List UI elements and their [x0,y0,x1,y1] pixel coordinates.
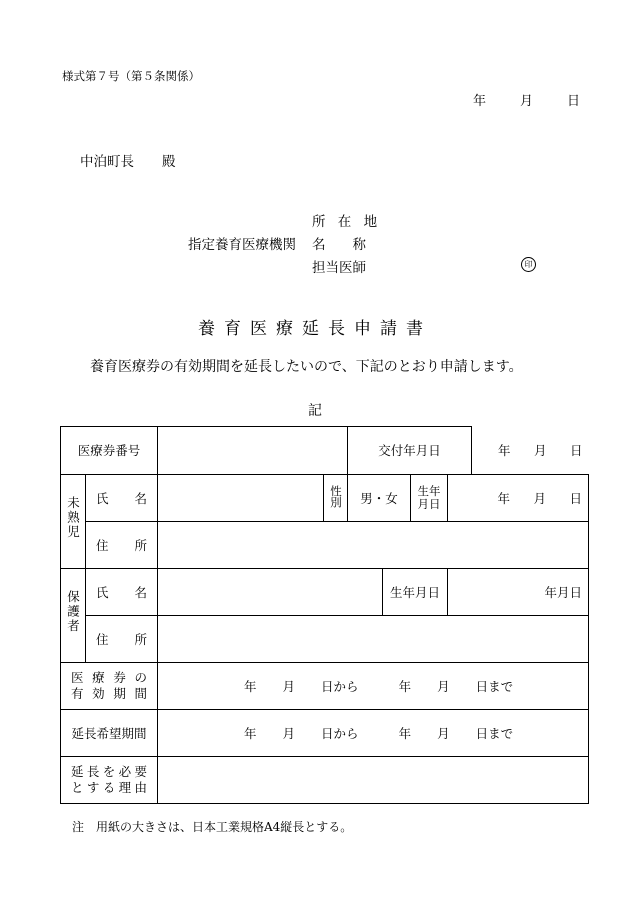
table-row [61,709,589,756]
validity-period-field[interactable]: 年 月 日から 年 月 日まで [158,662,589,709]
table-row [61,662,589,709]
infant-address-field[interactable] [158,521,589,568]
infant-group-label: 未熟児 [61,474,86,568]
sender-org-label: 指定養育医療機関 [188,237,296,253]
ki-heading: 記 [308,403,322,419]
table-row [61,521,589,568]
ticket-number-label: 医療券番号 [61,427,158,475]
reason-label: 延長を必要 とする理由 [61,756,158,803]
paper-size-note: 注 用紙の大きさは、日本工業規格A4縦長とする。 [72,820,353,834]
seal-mark: 印 [521,257,536,272]
ticket-number-field[interactable] [158,427,348,475]
date-day: 日 [566,94,580,109]
infant-address-label: 住 所 [86,521,158,568]
sender-location-label: 所 在 地 [312,214,382,230]
infant-name-field[interactable] [158,474,324,521]
addressee-honorific: 殿 [162,154,176,170]
sex-label: 性別 [324,474,348,521]
form-number: 様式第７号（第５条関係） [62,69,200,83]
table-row [61,756,589,803]
extension-period-label: 延長希望期間 [61,709,158,756]
table-row [61,474,589,521]
extension-period-field[interactable]: 年 月 日から 年 月 日まで [158,709,589,756]
guardian-name-field[interactable] [158,568,383,615]
guardian-birthdate-label: 生年月日 [383,568,448,615]
application-form-table [60,426,589,804]
addressee-name: 中泊町長 [80,154,134,170]
infant-birthdate-label: 生年月日 [411,474,448,521]
infant-birthdate-field[interactable]: 年 月 日 [448,474,589,521]
issue-date-label: 交付年月日 [348,427,472,475]
validity-label: 医療券の 有効期間 [61,662,158,709]
lead-text: 養育医療券の有効期間を延長したいので、下記のとおり申請します。 [90,359,523,375]
document-title: 養育医療延長申請書 [198,319,432,339]
guardian-address-field[interactable] [158,615,589,662]
sex-options[interactable]: 男・女 [348,474,411,521]
application-date [473,90,580,109]
table-row [61,427,589,475]
table-row [61,568,589,615]
addressee [80,150,176,170]
infant-name-label: 氏 名 [86,474,158,521]
date-year: 年 [472,94,486,109]
guardian-group-label: 保護者 [61,568,86,662]
guardian-address-label: 住 所 [86,615,158,662]
sender-name-label: 名 称 [312,237,366,253]
table-row [61,615,589,662]
guardian-birthdate-field[interactable]: 年 月 日 [448,568,589,615]
guardian-name-label: 氏 名 [86,568,158,615]
sender-doctor-label: 担当医師 [312,260,366,276]
issue-date-field[interactable]: 年 月 日 [498,443,583,458]
date-month: 月 [519,94,533,109]
reason-field[interactable] [158,756,589,803]
